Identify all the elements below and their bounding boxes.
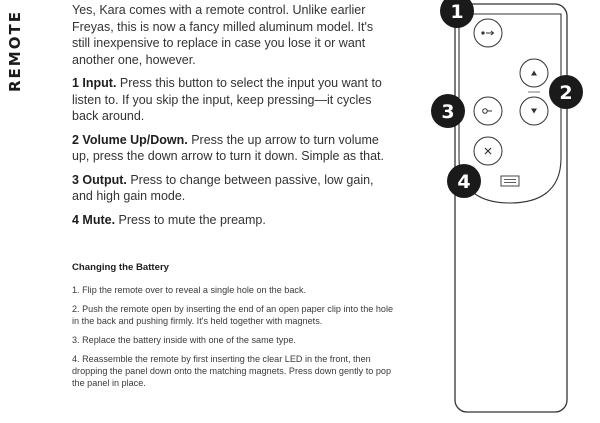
remote-illustration — [428, 0, 600, 423]
item-text: Press the up arrow to turn volume up, press the down arrow to turn it down. Simple as that. — [72, 132, 384, 163]
item-title: 1 Input. — [72, 76, 117, 90]
callout-number: 3 — [441, 101, 455, 123]
item-text: Press to mute the preamp. — [115, 212, 266, 227]
item-title: 3 Output. — [72, 172, 127, 187]
item-title: 2 Volume Up/Down. — [72, 132, 188, 147]
item-mute — [72, 212, 392, 229]
volume-up-button[interactable] — [520, 59, 548, 87]
callout-3 — [431, 94, 465, 128]
output-button[interactable] — [474, 97, 502, 125]
callout-number: 1 — [450, 1, 464, 23]
battery-section — [72, 262, 394, 396]
side-label: REMOTE — [6, 10, 24, 92]
battery-step: 2. Push the remote open by inserting the end of an open paper clip into the hole in the back and pushing firmly. It's held together with magnets. — [72, 304, 394, 326]
item-output — [72, 172, 392, 205]
item-volume — [72, 132, 392, 165]
callout-4 — [447, 164, 481, 198]
item-input — [72, 75, 392, 125]
battery-step: 4. Reassemble the remote by first inserting the clear LED in the front, then dropping the panel down onto the matching magnets. Press down gently to pop the panel in place. — [72, 354, 391, 388]
main-text — [72, 2, 392, 235]
battery-step: 3. Replace the battery inside with one of the same type. — [72, 335, 296, 345]
volume-down-button[interactable] — [520, 97, 548, 125]
intro-paragraph: Yes, Kara comes with a remote control. Unlike earlier Freyas, this is now a fancy milled aluminum model. It's still inexpensive to replace in case you lose it or want another one, however. — [72, 3, 374, 67]
item-title: 4 Mute. — [72, 212, 116, 227]
battery-step: 1. Flip the remote over to reveal a single hole on the back. — [72, 285, 307, 295]
callout-number: 2 — [559, 82, 573, 104]
callout-2 — [549, 75, 583, 109]
battery-heading: Changing the Battery — [72, 262, 170, 273]
item-text: Press to change between passive, low gain, and high gain mode. — [72, 172, 374, 203]
input-button[interactable] — [474, 19, 502, 47]
mute-button[interactable] — [474, 137, 502, 165]
item-text: Press this button to select the input you want to listen to. If you skip the input, keep pressing—it cycles back around. — [72, 76, 382, 123]
callout-number: 4 — [457, 171, 471, 193]
